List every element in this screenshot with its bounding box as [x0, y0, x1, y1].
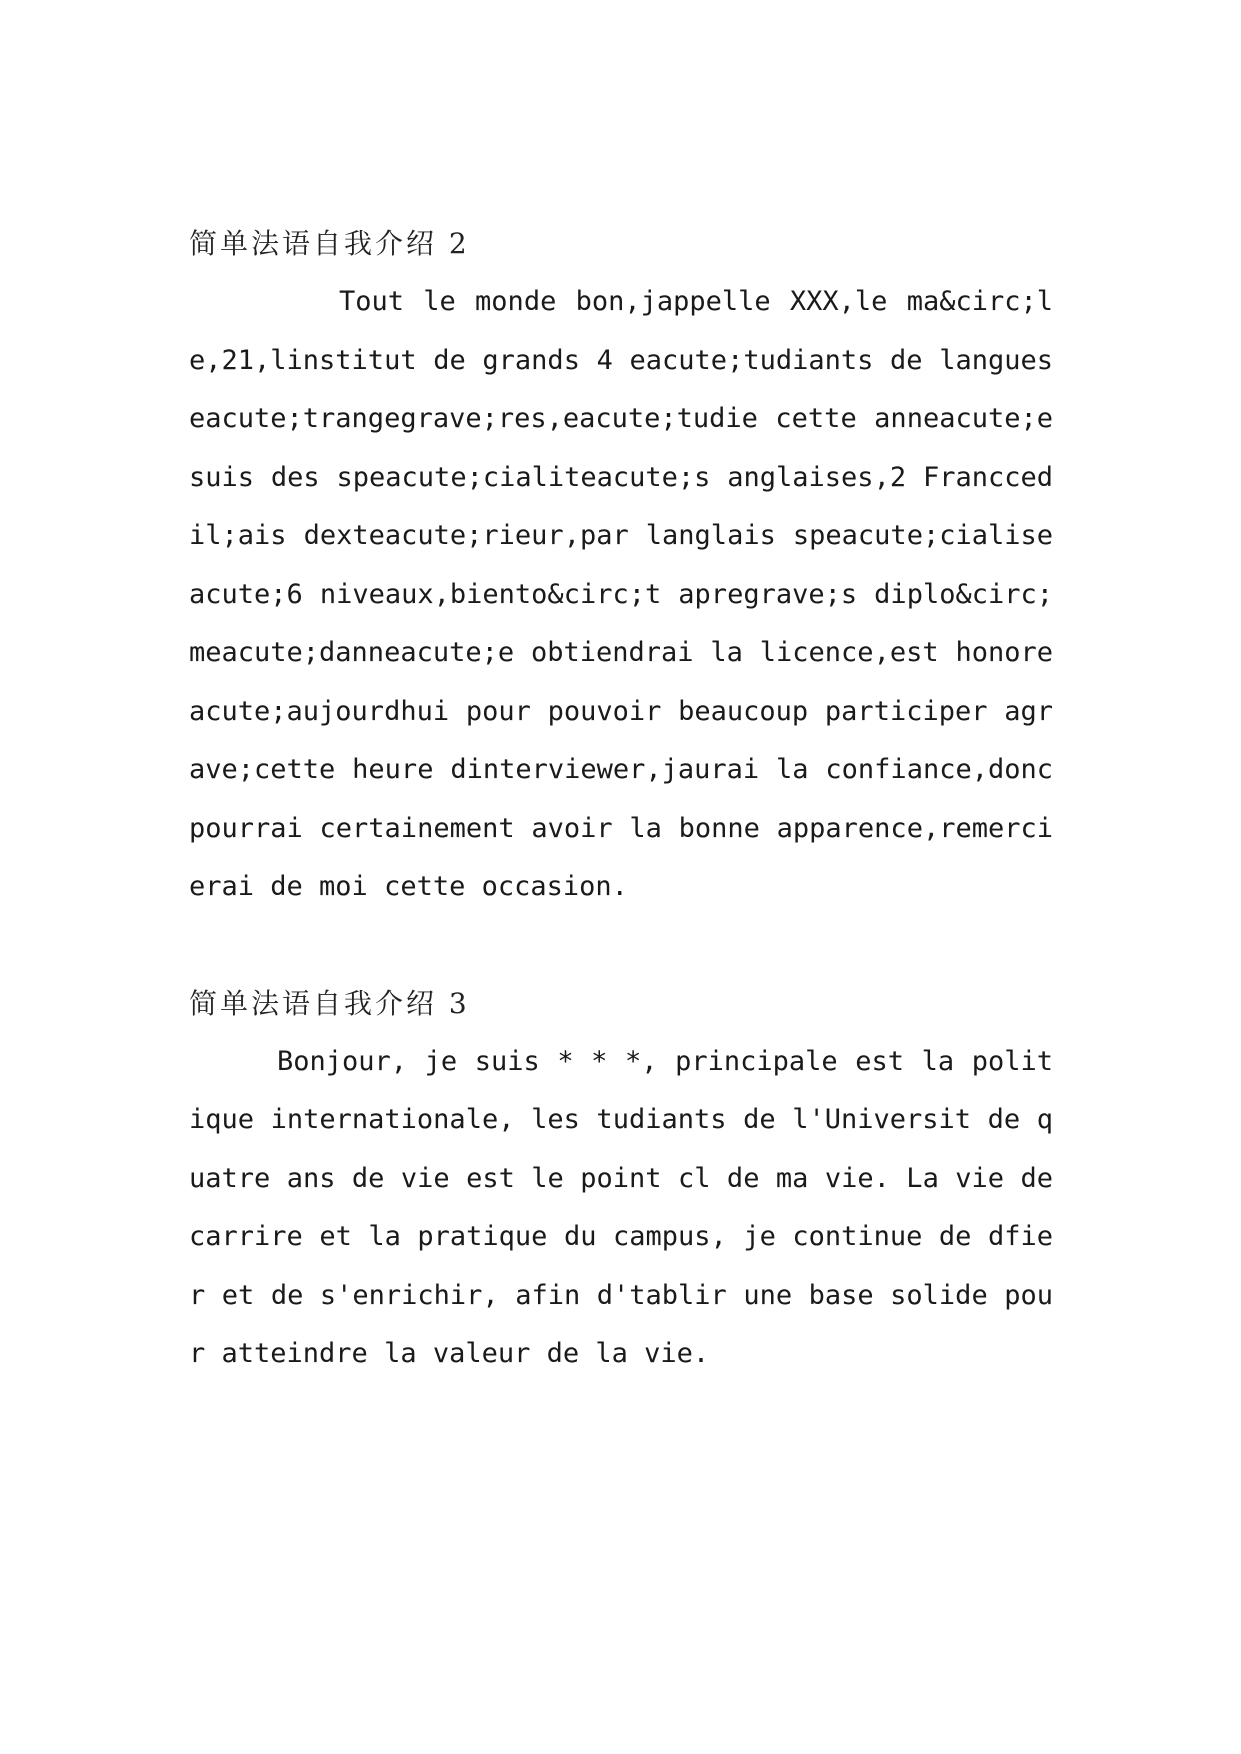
section-spacer — [189, 917, 1053, 975]
section-title-2: 简单法语自我介绍 2 — [189, 227, 470, 260]
section-body-3: Bonjour, je suis * * *, principale est la politique internationale, les tudiants de l'Universit de quatre ans de vie est le point cl de ma vie. La vie de carrire et la pratique du campus, je continue de dfier et de s'enrichir, afin d'tablir une base solide pour atteindre la valeur de la vie. — [189, 1045, 1053, 1369]
document-content — [189, 215, 1053, 1384]
section-body-2: Tout le monde bon,jappelle XXX,le ma&circ;le,21,linstitut de grands 4 eacute;tudiants de langues eacute;trangegrave;res,eacute;tudie cette anneacute;e suis des speacute;cialiteacute;s anglaises,2 Franccedil;ais dexteacute;rieur,par langlais speacute;cialiseacute;6 niveaux,biento&circ;t apregrave;s diplo&circ;meacute;danneacute;e obtiendrai la licence,est honoreacute;aujourdhui pour pouvoir beaucoup participer agrave;cette heure dinterviewer,jaurai la confiance,donc pourrai certainement avoir la bonne apparence,remercierai de moi cette occasion. — [189, 286, 1053, 902]
section-title-3: 简单法语自我介绍 3 — [189, 986, 470, 1020]
